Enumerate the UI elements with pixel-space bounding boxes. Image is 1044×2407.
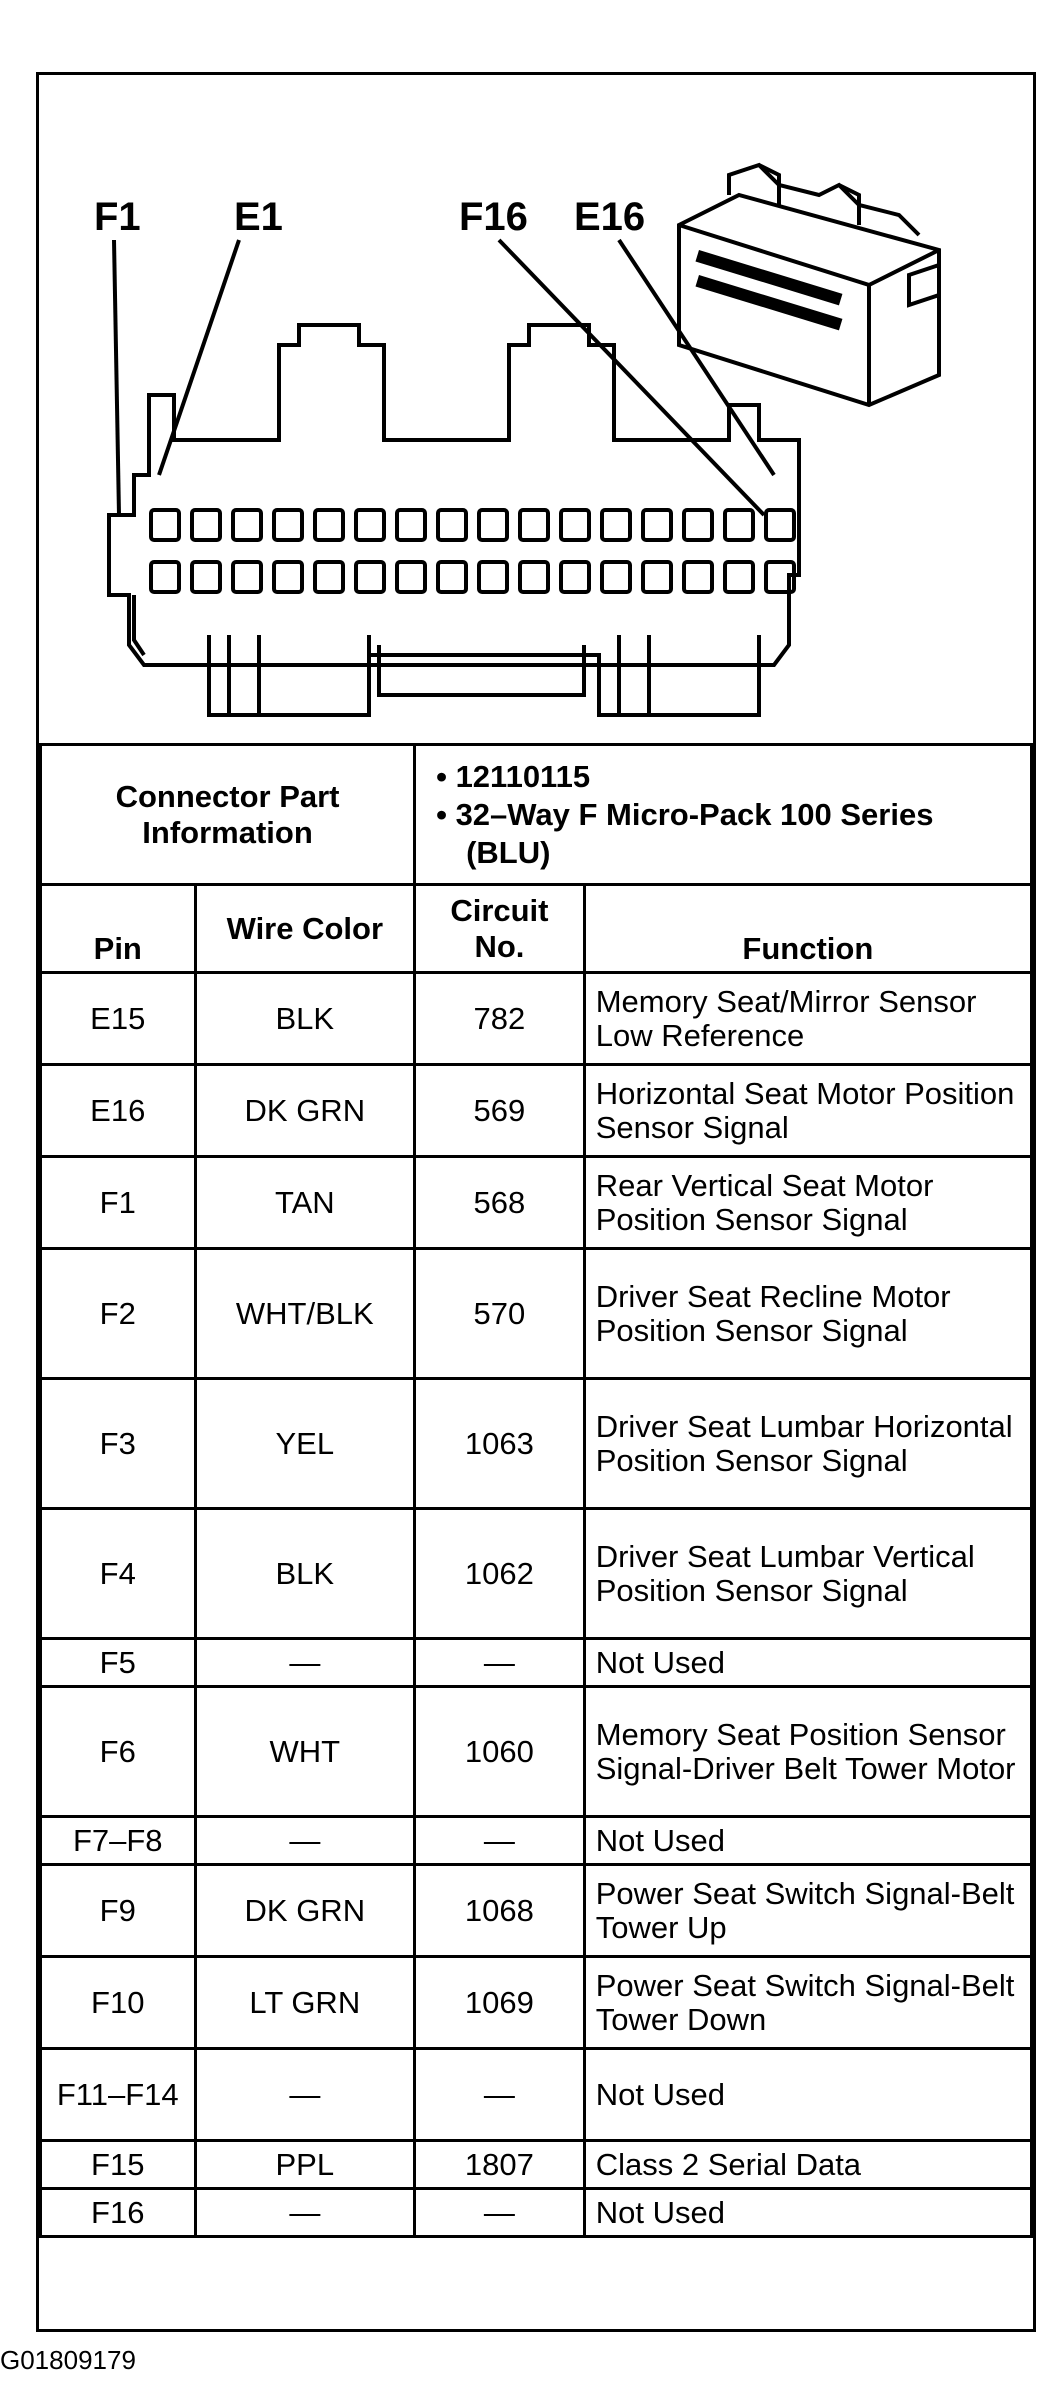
connector-info-list — [415, 745, 1032, 885]
pin-cell: F16 — [41, 2189, 196, 2237]
wire-color-cell: BLK — [195, 1509, 415, 1639]
table-row — [41, 1817, 1032, 1865]
pin-cell: F6 — [41, 1687, 196, 1817]
connector-part-number: • 12110115 — [436, 758, 591, 794]
pin-cavity — [520, 562, 548, 592]
pin-cavity — [520, 510, 548, 540]
connector-illustration — [39, 75, 1033, 743]
pin-cavity — [397, 510, 425, 540]
callout-e1: E1 — [234, 195, 283, 239]
pin-cell: F3 — [41, 1379, 196, 1509]
pin-cell: F9 — [41, 1865, 196, 1957]
pin-cavity — [274, 510, 302, 540]
pin-cavity — [479, 510, 507, 540]
pin-cell: F2 — [41, 1249, 196, 1379]
connector-sheet — [36, 72, 1036, 2332]
callout-f16: F16 — [459, 195, 528, 239]
table-row — [41, 973, 1032, 1065]
pin-cavity — [684, 510, 712, 540]
circuit-no-cell: — — [415, 2189, 585, 2237]
table-row — [41, 2189, 1032, 2237]
pin-cavity — [643, 510, 671, 540]
function-cell: Power Seat Switch Signal-Belt Tower Down — [584, 1957, 1031, 2049]
circuit-no-cell: 1062 — [415, 1509, 585, 1639]
function-cell: Class 2 Serial Data — [584, 2141, 1031, 2189]
pin-cell: F15 — [41, 2141, 196, 2189]
pin-cell: F5 — [41, 1639, 196, 1687]
pin-cavity — [438, 562, 466, 592]
pin-cavity — [725, 562, 753, 592]
table-row — [41, 2049, 1032, 2141]
function-cell: Not Used — [584, 1817, 1031, 1865]
pin-cell: F11–F14 — [41, 2049, 196, 2141]
pin-cavity — [602, 562, 630, 592]
connector-type: • 32–Way F Micro-Pack 100 Series (BLU) — [436, 796, 934, 870]
header-wire-color: Wire Color — [195, 885, 415, 973]
pin-cavity — [684, 562, 712, 592]
circuit-no-cell: 782 — [415, 973, 585, 1065]
table-row — [41, 1865, 1032, 1957]
table-row — [41, 2141, 1032, 2189]
pin-cell: E16 — [41, 1065, 196, 1157]
table-row — [41, 1509, 1032, 1639]
pin-cell: F10 — [41, 1957, 196, 2049]
table-row — [41, 1379, 1032, 1509]
pin-cavity — [561, 562, 589, 592]
function-cell: Not Used — [584, 2189, 1031, 2237]
wire-color-cell: DK GRN — [195, 1865, 415, 1957]
function-cell: Not Used — [584, 2049, 1031, 2141]
pin-cell: F4 — [41, 1509, 196, 1639]
function-cell: Rear Vertical Seat Motor Position Sensor Signal — [584, 1157, 1031, 1249]
wire-color-cell: TAN — [195, 1157, 415, 1249]
pin-cavity — [315, 562, 343, 592]
pin-cavity — [315, 510, 343, 540]
connector-diagram — [39, 75, 1033, 746]
circuit-no-cell: — — [415, 1639, 585, 1687]
pin-cell: F1 — [41, 1157, 196, 1249]
table-row — [41, 1639, 1032, 1687]
wire-color-cell: DK GRN — [195, 1065, 415, 1157]
wire-color-cell: PPL — [195, 2141, 415, 2189]
pin-cavity — [274, 562, 302, 592]
wire-color-cell: — — [195, 1639, 415, 1687]
connector-info-label: Connector Part Information — [41, 745, 415, 885]
function-cell: Driver Seat Recline Motor Position Sensor Signal — [584, 1249, 1031, 1379]
header-row — [41, 885, 1032, 973]
figure-id: G01809179 — [0, 2345, 136, 2375]
circuit-no-cell: 1063 — [415, 1379, 585, 1509]
circuit-no-cell: 568 — [415, 1157, 585, 1249]
circuit-no-cell: — — [415, 2049, 585, 2141]
table-row — [41, 1249, 1032, 1379]
pin-cavity — [397, 562, 425, 592]
pin-cavity — [602, 510, 630, 540]
callout-e16: E16 — [574, 195, 646, 239]
table-row — [41, 1687, 1032, 1817]
table-row — [41, 1957, 1032, 2049]
callout-f1: F1 — [94, 195, 141, 239]
circuit-no-cell: 570 — [415, 1249, 585, 1379]
table-row — [41, 1065, 1032, 1157]
circuit-no-cell: 569 — [415, 1065, 585, 1157]
function-cell: Driver Seat Lumbar Vertical Position Sensor Signal — [584, 1509, 1031, 1639]
pin-cavity — [643, 562, 671, 592]
circuit-no-cell: 1060 — [415, 1687, 585, 1817]
pin-cavity — [438, 510, 466, 540]
function-cell: Driver Seat Lumbar Horizontal Position Sensor Signal — [584, 1379, 1031, 1509]
function-cell: Horizontal Seat Motor Position Sensor Signal — [584, 1065, 1031, 1157]
function-cell: Memory Seat/Mirror Sensor Low Reference — [584, 973, 1031, 1065]
pin-cavity — [151, 510, 179, 540]
wire-color-cell: LT GRN — [195, 1957, 415, 2049]
pin-cavity — [356, 510, 384, 540]
wire-color-cell: YEL — [195, 1379, 415, 1509]
pin-cell: E15 — [41, 973, 196, 1065]
circuit-no-cell: 1807 — [415, 2141, 585, 2189]
connector-info-row — [41, 745, 1032, 885]
pin-cavity — [192, 510, 220, 540]
wire-color-cell: BLK — [195, 973, 415, 1065]
wire-color-cell: — — [195, 2049, 415, 2141]
wire-color-cell: WHT — [195, 1687, 415, 1817]
pin-cavity — [192, 562, 220, 592]
pin-cavity — [561, 510, 589, 540]
pin-cavity — [479, 562, 507, 592]
pin-cavity — [233, 510, 261, 540]
function-cell: Memory Seat Position Sensor Signal-Driver Belt Tower Motor — [584, 1687, 1031, 1817]
pin-cavity — [725, 510, 753, 540]
pin-cell: F7–F8 — [41, 1817, 196, 1865]
header-pin: Pin — [41, 885, 196, 973]
header-function: Function — [584, 885, 1031, 973]
pin-cavity — [766, 510, 794, 540]
pinout-table — [39, 743, 1033, 2238]
wire-color-cell: — — [195, 2189, 415, 2237]
function-cell: Power Seat Switch Signal-Belt Tower Up — [584, 1865, 1031, 1957]
circuit-no-cell: — — [415, 1817, 585, 1865]
function-cell: Not Used — [584, 1639, 1031, 1687]
pin-cavity — [233, 562, 261, 592]
pin-cavity — [356, 562, 384, 592]
wire-color-cell: WHT/BLK — [195, 1249, 415, 1379]
circuit-no-cell: 1069 — [415, 1957, 585, 2049]
circuit-no-cell: 1068 — [415, 1865, 585, 1957]
pin-cavity — [151, 562, 179, 592]
wire-color-cell: — — [195, 1817, 415, 1865]
table-row — [41, 1157, 1032, 1249]
header-circuit-no: Circuit No. — [415, 885, 585, 973]
